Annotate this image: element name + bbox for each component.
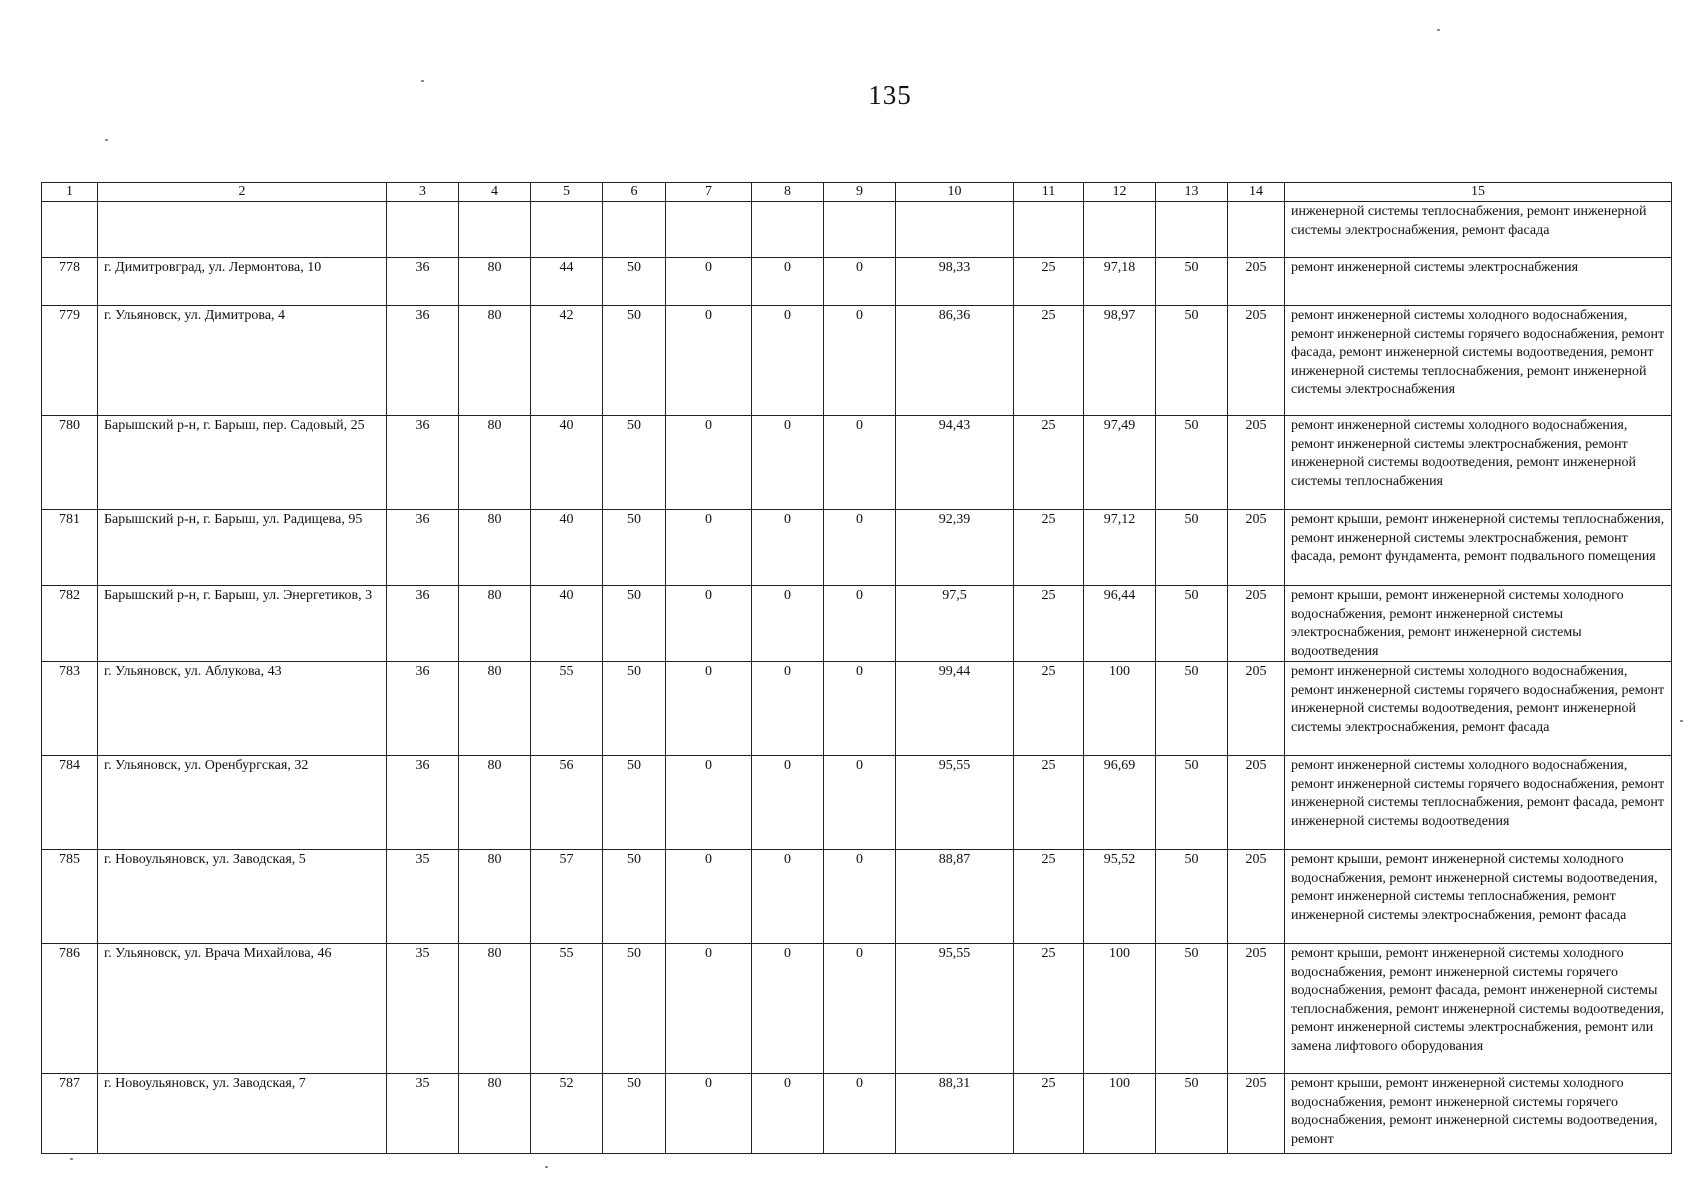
column-number-header-row (42, 183, 1672, 202)
cell-col14: 205 (1228, 1074, 1285, 1154)
scan-speck (1680, 720, 1683, 722)
cell-col5: 40 (531, 586, 603, 662)
cell-row-number: 781 (42, 510, 98, 586)
cell-col11: 25 (1014, 756, 1084, 850)
cell-col8: 0 (752, 944, 824, 1074)
cell-col12: 97,49 (1084, 416, 1156, 510)
table-row (42, 416, 1672, 510)
cell-col9: 0 (824, 1074, 896, 1154)
cell-col4: 80 (459, 944, 531, 1074)
table-body (42, 202, 1672, 1154)
repair-program-table (41, 182, 1672, 1154)
cell-empty (896, 202, 1014, 258)
cell-col6: 50 (603, 944, 666, 1074)
cell-works: ремонт инженерной системы электроснабжения (1285, 258, 1672, 306)
cell-col14: 205 (1228, 756, 1285, 850)
column-header: 6 (603, 183, 666, 202)
table-row (42, 510, 1672, 586)
cell-empty (752, 202, 824, 258)
column-header: 8 (752, 183, 824, 202)
cell-col5: 55 (531, 944, 603, 1074)
column-header: 9 (824, 183, 896, 202)
table-row (42, 258, 1672, 306)
cell-empty (1228, 202, 1285, 258)
cell-works: ремонт инженерной системы холодного водоснабжения, ремонт инженерной системы электроснабжения, ремонт инженерной системы водоотведения, ремонт инженерной системы теплоснабжения (1285, 416, 1672, 510)
cell-col13: 50 (1156, 850, 1228, 944)
cell-col13: 50 (1156, 416, 1228, 510)
cell-works: ремонт инженерной системы холодного водоснабжения, ремонт инженерной системы горячего водоснабжения, ремонт инженерной системы водоотведения, ремонт инженерной системы электроснабжения, ремонт фасада (1285, 662, 1672, 756)
cell-empty (387, 202, 459, 258)
cell-row-number: 778 (42, 258, 98, 306)
cell-col9: 0 (824, 416, 896, 510)
cell-col10: 92,39 (896, 510, 1014, 586)
column-header: 3 (387, 183, 459, 202)
cell-works: ремонт крыши, ремонт инженерной системы теплоснабжения, ремонт инженерной системы электроснабжения, ремонт фасада, ремонт фундамента, ремонт подвального помещения (1285, 510, 1672, 586)
cell-col10: 88,31 (896, 1074, 1014, 1154)
cell-col3: 36 (387, 586, 459, 662)
cell-address: г. Новоульяновск, ул. Заводская, 7 (98, 1074, 387, 1154)
cell-col12: 97,12 (1084, 510, 1156, 586)
scan-speck (70, 1158, 73, 1160)
cell-col5: 52 (531, 1074, 603, 1154)
cell-col13: 50 (1156, 662, 1228, 756)
cell-col14: 205 (1228, 416, 1285, 510)
table-row (42, 662, 1672, 756)
cell-address: г. Ульяновск, ул. Оренбургская, 32 (98, 756, 387, 850)
cell-col10: 88,87 (896, 850, 1014, 944)
table-row (42, 1074, 1672, 1154)
cell-col14: 205 (1228, 850, 1285, 944)
cell-empty (42, 202, 98, 258)
cell-col7: 0 (666, 944, 752, 1074)
cell-col6: 50 (603, 258, 666, 306)
cell-works-continuation: инженерной системы теплоснабжения, ремонт инженерной системы электроснабжения, ремонт фасада (1285, 202, 1672, 258)
cell-col11: 25 (1014, 1074, 1084, 1154)
cell-col13: 50 (1156, 586, 1228, 662)
cell-col10: 98,33 (896, 258, 1014, 306)
cell-col11: 25 (1014, 944, 1084, 1074)
cell-col9: 0 (824, 258, 896, 306)
scan-speck (105, 139, 108, 141)
cell-col6: 50 (603, 510, 666, 586)
table-row (42, 586, 1672, 662)
cell-col10: 86,36 (896, 306, 1014, 416)
cell-col14: 205 (1228, 586, 1285, 662)
cell-col3: 35 (387, 1074, 459, 1154)
cell-col8: 0 (752, 1074, 824, 1154)
cell-col8: 0 (752, 586, 824, 662)
cell-col12: 100 (1084, 662, 1156, 756)
cell-address: г. Ульяновск, ул. Врача Михайлова, 46 (98, 944, 387, 1074)
cell-row-number: 786 (42, 944, 98, 1074)
cell-col7: 0 (666, 1074, 752, 1154)
cell-col11: 25 (1014, 586, 1084, 662)
table-row (42, 756, 1672, 850)
cell-works: ремонт крыши, ремонт инженерной системы холодного водоснабжения, ремонт инженерной системы горячего водоснабжения, ремонт инженерной системы водоотведения, ремонт (1285, 1074, 1672, 1154)
cell-col5: 57 (531, 850, 603, 944)
cell-col7: 0 (666, 416, 752, 510)
cell-col14: 205 (1228, 306, 1285, 416)
cell-col3: 35 (387, 944, 459, 1074)
page-number: 135 (868, 80, 912, 110)
column-header: 5 (531, 183, 603, 202)
cell-empty (1014, 202, 1084, 258)
cell-col3: 36 (387, 416, 459, 510)
cell-address: г. Димитровград, ул. Лермонтова, 10 (98, 258, 387, 306)
cell-col9: 0 (824, 850, 896, 944)
cell-row-number: 784 (42, 756, 98, 850)
cell-col6: 50 (603, 586, 666, 662)
column-header: 11 (1014, 183, 1084, 202)
cell-col8: 0 (752, 416, 824, 510)
cell-col3: 36 (387, 510, 459, 586)
cell-col5: 56 (531, 756, 603, 850)
cell-col10: 99,44 (896, 662, 1014, 756)
cell-col13: 50 (1156, 756, 1228, 850)
cell-address: г. Новоульяновск, ул. Заводская, 5 (98, 850, 387, 944)
column-header: 10 (896, 183, 1014, 202)
cell-col4: 80 (459, 756, 531, 850)
table-row (42, 306, 1672, 416)
cell-row-number: 787 (42, 1074, 98, 1154)
cell-col9: 0 (824, 586, 896, 662)
cell-col11: 25 (1014, 258, 1084, 306)
column-header: 15 (1285, 183, 1672, 202)
cell-col7: 0 (666, 306, 752, 416)
cell-col9: 0 (824, 510, 896, 586)
cell-col5: 55 (531, 662, 603, 756)
cell-col13: 50 (1156, 510, 1228, 586)
cell-col8: 0 (752, 510, 824, 586)
cell-works: ремонт инженерной системы холодного водоснабжения, ремонт инженерной системы горячего водоснабжения, ремонт фасада, ремонт инженерной системы водоотведения, ремонт инженерной системы теплоснабжения, ремонт инженерной системы электроснабжения (1285, 306, 1672, 416)
cell-col4: 80 (459, 662, 531, 756)
cell-col14: 205 (1228, 510, 1285, 586)
cell-col12: 96,44 (1084, 586, 1156, 662)
cell-col9: 0 (824, 306, 896, 416)
cell-address: Барышский р-н, г. Барыш, пер. Садовый, 25 (98, 416, 387, 510)
cell-row-number: 783 (42, 662, 98, 756)
cell-row-number: 782 (42, 586, 98, 662)
table-row (42, 944, 1672, 1074)
cell-col13: 50 (1156, 1074, 1228, 1154)
cell-col8: 0 (752, 258, 824, 306)
table-row (42, 850, 1672, 944)
cell-col7: 0 (666, 258, 752, 306)
cell-col5: 42 (531, 306, 603, 416)
cell-address: г. Ульяновск, ул. Димитрова, 4 (98, 306, 387, 416)
cell-address: Барышский р-н, г. Барыш, ул. Радищева, 95 (98, 510, 387, 586)
cell-col7: 0 (666, 662, 752, 756)
cell-empty (531, 202, 603, 258)
cell-col7: 0 (666, 756, 752, 850)
cell-col6: 50 (603, 306, 666, 416)
cell-col4: 80 (459, 850, 531, 944)
cell-col8: 0 (752, 850, 824, 944)
scan-speck (421, 80, 424, 82)
cell-col3: 36 (387, 662, 459, 756)
cell-col8: 0 (752, 662, 824, 756)
cell-col12: 98,97 (1084, 306, 1156, 416)
cell-col14: 205 (1228, 662, 1285, 756)
cell-col13: 50 (1156, 944, 1228, 1074)
column-header: 13 (1156, 183, 1228, 202)
cell-col12: 96,69 (1084, 756, 1156, 850)
cell-col11: 25 (1014, 306, 1084, 416)
cell-works: ремонт инженерной системы холодного водоснабжения, ремонт инженерной системы горячего водоснабжения, ремонт инженерной системы теплоснабжения, ремонт фасада, ремонт инженерной системы водоотведения (1285, 756, 1672, 850)
cell-col8: 0 (752, 756, 824, 850)
cell-row-number: 780 (42, 416, 98, 510)
cell-col12: 100 (1084, 1074, 1156, 1154)
cell-col6: 50 (603, 416, 666, 510)
cell-col4: 80 (459, 586, 531, 662)
cell-empty (1156, 202, 1228, 258)
cell-col5: 44 (531, 258, 603, 306)
scan-speck (1437, 29, 1440, 31)
cell-col14: 205 (1228, 944, 1285, 1074)
column-header: 1 (42, 183, 98, 202)
cell-col3: 36 (387, 756, 459, 850)
column-header: 7 (666, 183, 752, 202)
scan-speck (545, 1166, 548, 1168)
cell-col4: 80 (459, 258, 531, 306)
column-header: 12 (1084, 183, 1156, 202)
cell-col7: 0 (666, 586, 752, 662)
cell-col10: 95,55 (896, 944, 1014, 1074)
cell-col5: 40 (531, 416, 603, 510)
cell-col10: 94,43 (896, 416, 1014, 510)
cell-col4: 80 (459, 1074, 531, 1154)
cell-col8: 0 (752, 306, 824, 416)
cell-col4: 80 (459, 416, 531, 510)
cell-col3: 35 (387, 850, 459, 944)
cell-col11: 25 (1014, 510, 1084, 586)
continuation-row (42, 202, 1672, 258)
column-header: 2 (98, 183, 387, 202)
cell-row-number: 785 (42, 850, 98, 944)
cell-col4: 80 (459, 306, 531, 416)
cell-col11: 25 (1014, 416, 1084, 510)
cell-empty (459, 202, 531, 258)
cell-empty (1084, 202, 1156, 258)
cell-col9: 0 (824, 944, 896, 1074)
cell-address: Барышский р-н, г. Барыш, ул. Энергетиков, 3 (98, 586, 387, 662)
cell-col4: 80 (459, 510, 531, 586)
cell-works: ремонт крыши, ремонт инженерной системы холодного водоснабжения, ремонт инженерной системы электроснабжения, ремонт инженерной системы водоотведения (1285, 586, 1672, 662)
cell-col3: 36 (387, 306, 459, 416)
cell-col11: 25 (1014, 850, 1084, 944)
cell-col5: 40 (531, 510, 603, 586)
cell-col12: 97,18 (1084, 258, 1156, 306)
column-header: 4 (459, 183, 531, 202)
cell-col11: 25 (1014, 662, 1084, 756)
cell-col6: 50 (603, 756, 666, 850)
cell-empty (98, 202, 387, 258)
cell-col10: 97,5 (896, 586, 1014, 662)
column-header: 14 (1228, 183, 1285, 202)
cell-col13: 50 (1156, 258, 1228, 306)
cell-col14: 205 (1228, 258, 1285, 306)
cell-empty (666, 202, 752, 258)
cell-row-number: 779 (42, 306, 98, 416)
cell-col12: 95,52 (1084, 850, 1156, 944)
cell-empty (824, 202, 896, 258)
cell-works: ремонт крыши, ремонт инженерной системы холодного водоснабжения, ремонт инженерной системы горячего водоснабжения, ремонт фасада, ремонт инженерной системы теплоснабжения, ремонт инженерной системы водоотведения, ремонт инженерной системы электроснабжения, ремонт или замена лифтового оборудования (1285, 944, 1672, 1074)
cell-col6: 50 (603, 662, 666, 756)
cell-col9: 0 (824, 662, 896, 756)
cell-col6: 50 (603, 1074, 666, 1154)
cell-address: г. Ульяновск, ул. Аблукова, 43 (98, 662, 387, 756)
cell-col10: 95,55 (896, 756, 1014, 850)
cell-col3: 36 (387, 258, 459, 306)
cell-col7: 0 (666, 850, 752, 944)
cell-col13: 50 (1156, 306, 1228, 416)
cell-empty (603, 202, 666, 258)
cell-col6: 50 (603, 850, 666, 944)
cell-col9: 0 (824, 756, 896, 850)
cell-works: ремонт крыши, ремонт инженерной системы холодного водоснабжения, ремонт инженерной системы водоотведения, ремонт инженерной системы теплоснабжения, ремонт инженерной системы электроснабжения, ремонт фасада (1285, 850, 1672, 944)
cell-col7: 0 (666, 510, 752, 586)
cell-col12: 100 (1084, 944, 1156, 1074)
